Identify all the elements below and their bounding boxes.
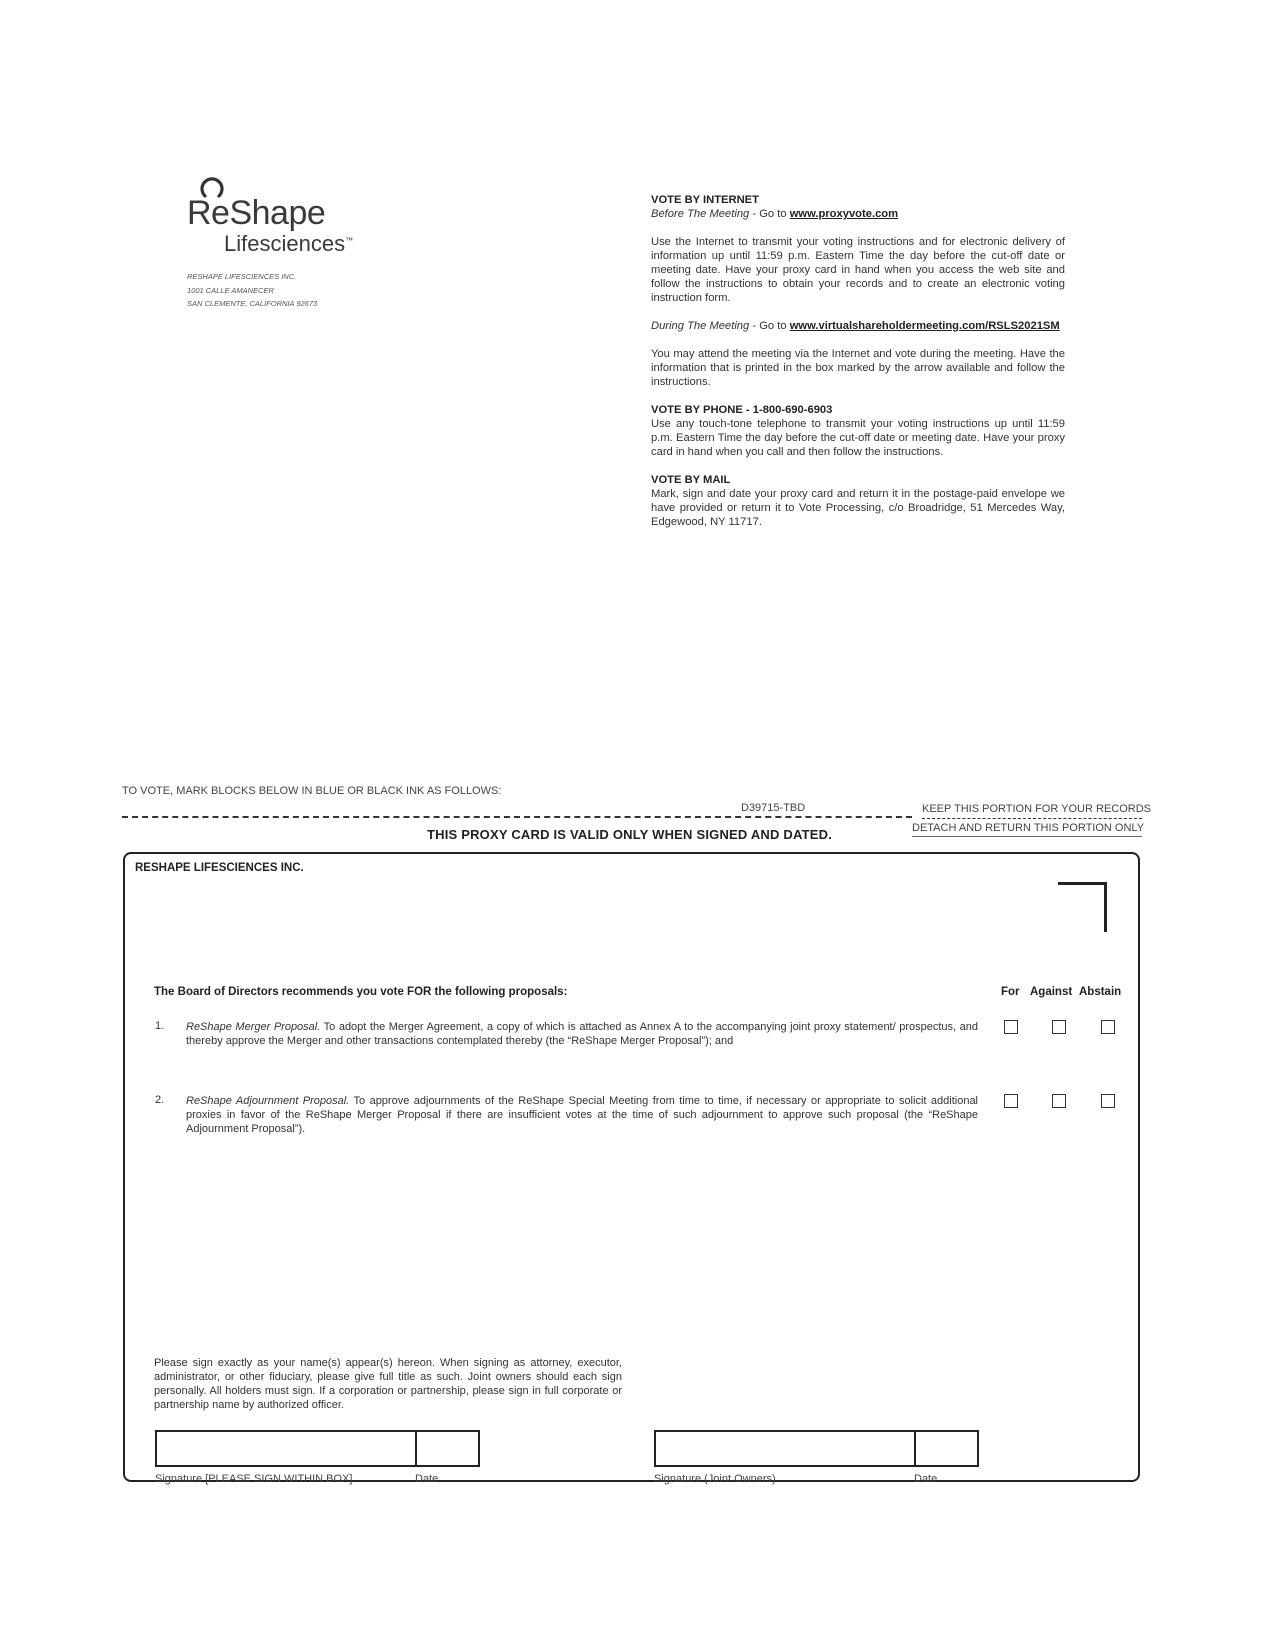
signature-label: Signature [PLEASE SIGN WITHIN BOX]: [155, 1473, 353, 1485]
company-address: [187, 270, 317, 311]
joint-date-label: Date: [914, 1473, 938, 1485]
proposal-2-for-checkbox[interactable]: [1004, 1094, 1018, 1108]
proposal-1-abstain-checkbox[interactable]: [1101, 1020, 1115, 1034]
board-recommendation: The Board of Directors recommends you vote FOR the following proposals:: [154, 986, 568, 998]
card-company-name: RESHAPE LIFESCIENCES INC.: [135, 862, 304, 874]
column-against: Against: [1030, 986, 1073, 998]
joint-signature-box[interactable]: [654, 1430, 916, 1467]
internet-before-line: Before The Meeting - Go to www.proxyvote.com: [651, 208, 899, 220]
proposal-2-abstain-checkbox[interactable]: [1101, 1094, 1115, 1108]
address-line: SAN CLEMENTE, CALIFORNIA 92673: [187, 299, 318, 308]
date-label: Date: [415, 1473, 439, 1485]
proposal-text: ReShape Adjournment Proposal. To approve adjournments of the ReShape Special Meeting from time to time, if necessary or appropriate to solicit additional proxies in favor of the ReShape Merger Proposal if there are insufficient votes at the time of such adjournment to approve such proposal (the “ReShape Adjournment Proposal”).: [186, 1095, 979, 1135]
detach-return-text: DETACH AND RETURN THIS PORTION ONLY: [912, 822, 1145, 834]
corner-mark: [1058, 882, 1107, 932]
joint-signature-label: Signature (Joint Owners): [654, 1473, 776, 1485]
joint-date-box[interactable]: [914, 1430, 979, 1467]
address-line: 1001 CALLE AMANECER: [187, 285, 274, 295]
during-meeting-line: During The Meeting - Go to www.virtualshareholdermeeting.com/RSLS2021SM: [651, 320, 1060, 332]
column-abstain: Abstain: [1079, 986, 1122, 998]
logo-subtitle: Lifesciences™: [224, 231, 354, 256]
voting-instructions: [651, 193, 1065, 529]
proxyvote-link[interactable]: www.proxyvote.com: [789, 208, 899, 220]
proposal-1-for-checkbox[interactable]: [1004, 1020, 1018, 1034]
mark-instructions: TO VOTE, MARK BLOCKS BELOW IN BLUE OR BLACK INK AS FOLLOWS:: [122, 785, 502, 797]
proposal-2-against-checkbox[interactable]: [1052, 1094, 1066, 1108]
proposal-number: 2.: [155, 1094, 165, 1106]
logo-wordmark: ReShape: [187, 194, 326, 232]
proposal-text: ReShape Merger Proposal. To adopt the Merger Agreement, a copy of which is attached as Annex A to the accompanying joint proxy statement/ prospectus, and thereby approve the Merger and other transactions contemplated thereby (the “ReShape Merger Proposal”); and: [186, 1021, 978, 1047]
virtual-meeting-link[interactable]: www.virtualshareholdermeeting.com/RSLS2021SM: [789, 320, 1060, 332]
control-number: D39715-TBD: [741, 802, 806, 814]
keep-portion-text: KEEP THIS PORTION FOR YOUR RECORDS: [922, 803, 1152, 815]
date-box[interactable]: [415, 1430, 480, 1467]
internet-heading: VOTE BY INTERNET: [651, 194, 759, 206]
sign-instructions: Please sign exactly as your name(s) appear(s) hereon. When signing as attorney, executor, administrator, or other fiduciary, please give full title as such. Joint owners should each sign personally. All holders must sign. If a corporation or partnership, please sign in full corporate or partnership name by authorized officer.: [154, 1357, 622, 1411]
detach-underline: [912, 836, 1142, 837]
signature-box[interactable]: [155, 1430, 417, 1467]
phone-text: Use any touch-tone telephone to transmit your voting instructions up until 11:59 p.m. Eastern Time the day before the cut-off date or meeting date. Have your proxy card in hand when you call and then follow the instructions.: [651, 418, 1065, 458]
proposal-number: 1.: [155, 1020, 165, 1032]
mail-text: Mark, sign and date your proxy card and return it in the postage-paid envelope we have provided or return it to Vote Processing, c/o Broadridge, 51 Mercedes Way, Edgewood, NY 11717.: [651, 488, 1065, 528]
during-meeting-text: You may attend the meeting via the Internet and vote during the meeting. Have the information that is printed in the box marked by the arrow available and follow the instructions.: [651, 348, 1065, 388]
column-for: For: [1001, 986, 1020, 998]
detach-dashed-line: [122, 816, 912, 818]
valid-notice: THIS PROXY CARD IS VALID ONLY WHEN SIGNED AND DATED.: [427, 827, 833, 842]
mail-heading: VOTE BY MAIL: [651, 474, 731, 486]
proposal-1-against-checkbox[interactable]: [1052, 1020, 1066, 1034]
keep-dashed-line: [922, 818, 1142, 819]
address-line: RESHAPE LIFESCIENCES INC.: [187, 272, 297, 281]
internet-text: Use the Internet to transmit your voting instructions and for electronic delivery of information up until 11:59 p.m. Eastern Time the day before the cut-off date or meeting date. Have your proxy card in hand when you access the web site and follow the instructions to obtain your records and to create an electronic voting instruction form.: [651, 236, 1065, 304]
phone-heading: VOTE BY PHONE - 1-800-690-6903: [651, 404, 833, 416]
